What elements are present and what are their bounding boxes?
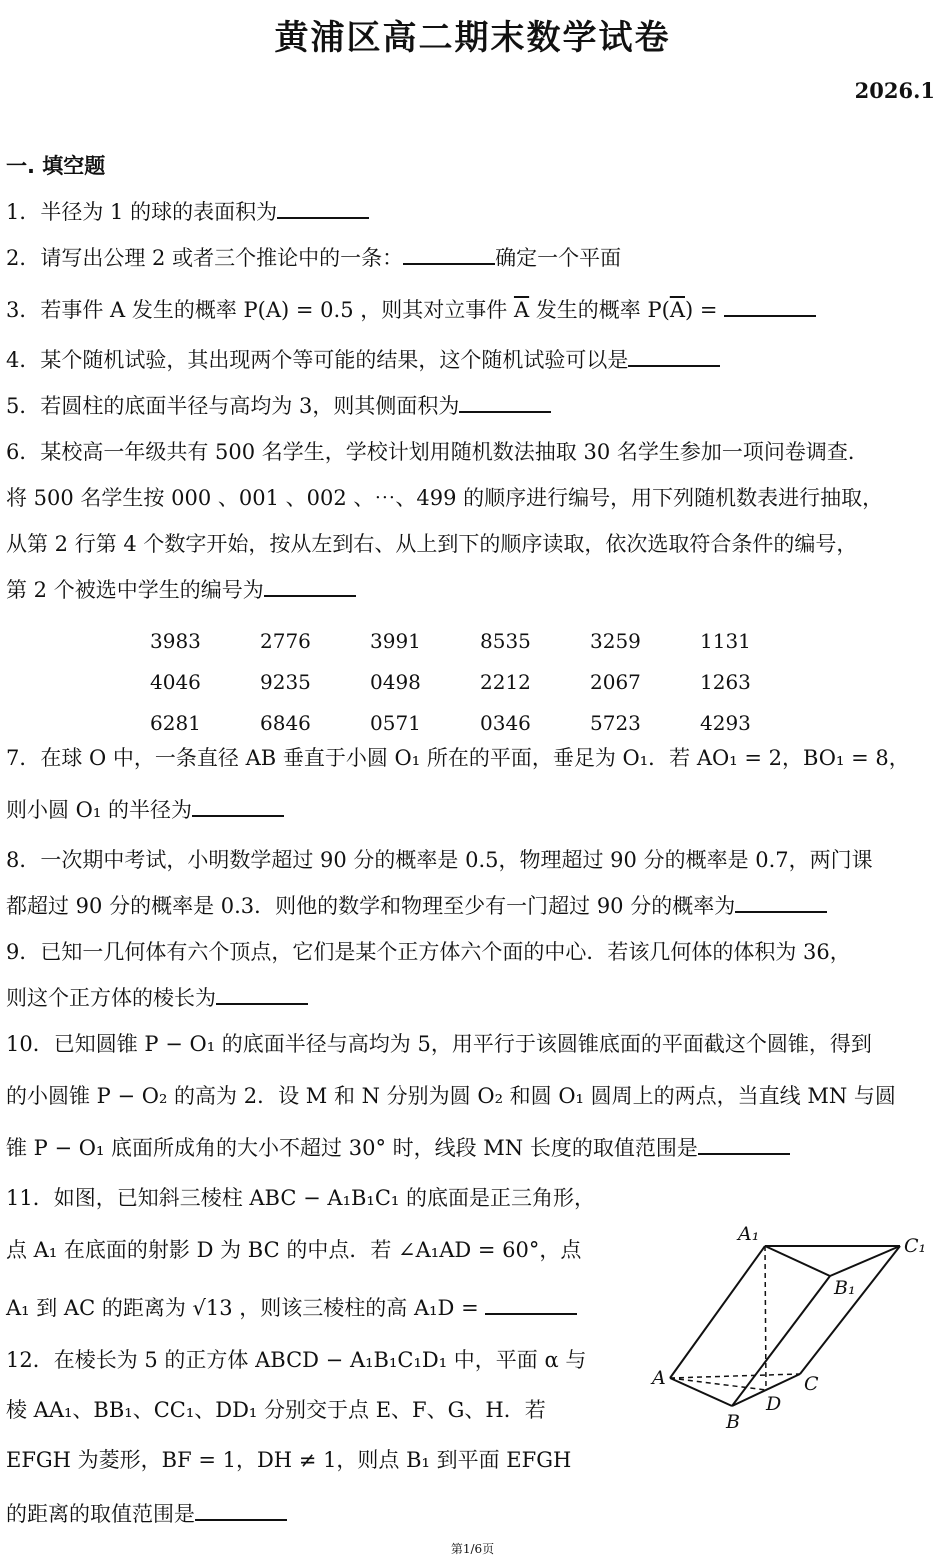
section-heading: 一. 填空题	[6, 154, 106, 178]
table-cell: 4046	[150, 669, 201, 694]
answer-blank	[195, 1501, 287, 1521]
answer-blank	[485, 1295, 577, 1315]
table-cell: 1131	[700, 628, 751, 653]
question-6-line-2: 将 500 名学生按 000 、001 、002 、⋯、499 的顺序进行编号，用下列随机数表进行抽取，	[6, 486, 884, 510]
table-cell: 0498	[370, 669, 421, 694]
question-4: 4．某个随机试验，其出现两个等可能的结果，这个随机试验可以是	[6, 346, 720, 374]
prism-figure	[640, 1218, 930, 1438]
answer-blank	[698, 1135, 790, 1155]
question-3: 3．若事件 A 发生的概率 P(A) = 0.5 ，则其对立事件 $\overline{A}$ 发生的概率 $P(\overline{A})$ =	[6, 296, 816, 324]
question-6-line-1: 6．某校高一年级共有 500 名学生，学校计划用随机数法抽取 30 名学生参加一项问卷调查．	[6, 440, 869, 464]
question-1: 1．半径为 1 的球的表面积为	[6, 198, 369, 226]
table-cell: 0571	[370, 710, 421, 735]
answer-blank	[216, 985, 308, 1005]
table-row	[150, 661, 810, 702]
table-row	[150, 620, 810, 661]
answer-blank	[628, 347, 720, 367]
table-cell: 8535	[480, 628, 531, 653]
label-a: A	[652, 1367, 666, 1389]
question-12-line-2: 棱 AA₁、BB₁、CC₁、DD₁ 分别交于点 E、F、G、H．若	[6, 1398, 546, 1422]
table-cell: 2212	[480, 669, 531, 694]
question-12-line-3: EFGH 为菱形，BF = 1，DH ≠ 1，则点 B₁ 到平面 EFGH	[6, 1448, 572, 1472]
table-cell: 5723	[590, 710, 641, 735]
answer-blank	[277, 199, 369, 219]
question-7-line-2: 则小圆 O₁ 的半径为	[6, 796, 284, 824]
table-cell: 6281	[150, 710, 201, 735]
label-b: B	[726, 1411, 740, 1433]
question-9-line-2: 则这个正方体的棱长为	[6, 984, 308, 1012]
question-2: 2．请写出公理 2 或者三个推论中的一条： 确定一个平面	[6, 246, 622, 270]
question-7-line-1: 7．在球 O 中，一条直径 AB 垂直于小圆 O₁ 所在的平面，垂足为 O₁．若 AO₁ = 2，BO₁ = 8，	[6, 746, 910, 770]
table-cell: 0346	[480, 710, 531, 735]
question-10-line-3: 锥 P − O₁ 底面所成角的大小不超过 30° 时，线段 MN 长度的取值范围是	[6, 1134, 790, 1162]
table-cell: 3983	[150, 628, 201, 653]
answer-blank	[192, 797, 284, 817]
table-cell: 1263	[700, 669, 751, 694]
exam-date: 2026.1	[854, 78, 935, 103]
answer-blank	[459, 393, 551, 413]
label-a1: A₁	[738, 1223, 760, 1245]
answer-blank	[403, 245, 495, 265]
question-6-line-4: 第 2 个被选中学生的编号为	[6, 576, 356, 604]
question-12-line-1: 12．在棱长为 5 的正方体 ABCD − A₁B₁C₁D₁ 中，平面 α 与	[6, 1348, 587, 1372]
question-9-line-1: 9．已知一几何体有六个顶点，它们是某个正方体六个面的中心．若该几何体的体积为 36，	[6, 940, 851, 964]
question-8-line-1: 8．一次期中考试，小明数学超过 90 分的概率是 0.5，物理超过 90 分的概率是 0.7，两门课	[6, 848, 873, 872]
table-cell: 2776	[260, 628, 311, 653]
label-c1: C₁	[904, 1235, 927, 1257]
answer-blank	[264, 577, 356, 597]
table-cell: 3991	[370, 628, 421, 653]
table-cell: 2067	[590, 669, 641, 694]
table-cell: 4293	[700, 710, 751, 735]
table-cell: 3259	[590, 628, 641, 653]
question-10-line-2: 的小圆锥 P − O₂ 的高为 2．设 M 和 N 分别为圆 O₂ 和圆 O₁ 圆周上的两点，当直线 MN 与圆	[6, 1084, 896, 1108]
random-number-table	[150, 620, 810, 743]
answer-blank	[735, 893, 827, 913]
page-title: 黄浦区高二期末数学试卷	[274, 18, 671, 58]
question-8-line-2: 都超过 90 分的概率是 0.3．则他的数学和物理至少有一门超过 90 分的概率为	[6, 892, 827, 920]
question-6-line-3: 从第 2 行第 4 个数字开始，按从左到右、从上到下的顺序读取，依次选取符合条件的编号，	[6, 532, 858, 556]
question-10-line-1: 10．已知圆锥 P − O₁ 的底面半径与高均为 5，用平行于该圆锥底面的平面截这个圆锥，得到	[6, 1032, 872, 1056]
question-12-line-4: 的距离的取值范围是	[6, 1500, 287, 1528]
table-cell: 6846	[260, 710, 311, 735]
question-11-line-3: A₁ 到 AC 的距离为 √13 ，则该三棱柱的高 A₁D =	[6, 1294, 577, 1322]
question-11-line-2: 点 A₁ 在底面的射影 D 为 BC 的中点．若 ∠A₁AD = 60°，点	[6, 1238, 582, 1262]
label-b1: B₁	[834, 1277, 856, 1299]
label-c: C	[804, 1373, 819, 1395]
table-cell: 9235	[260, 669, 311, 694]
table-row	[150, 702, 810, 743]
question-11-line-1: 11．如图，已知斜三棱柱 ABC − A₁B₁C₁ 的底面是正三角形，	[6, 1186, 595, 1210]
answer-blank	[724, 297, 816, 317]
page-footer: 第1/6页	[450, 1542, 495, 1556]
label-d: D	[766, 1393, 782, 1415]
question-5: 5．若圆柱的底面半径与高均为 3，则其侧面积为	[6, 392, 551, 420]
